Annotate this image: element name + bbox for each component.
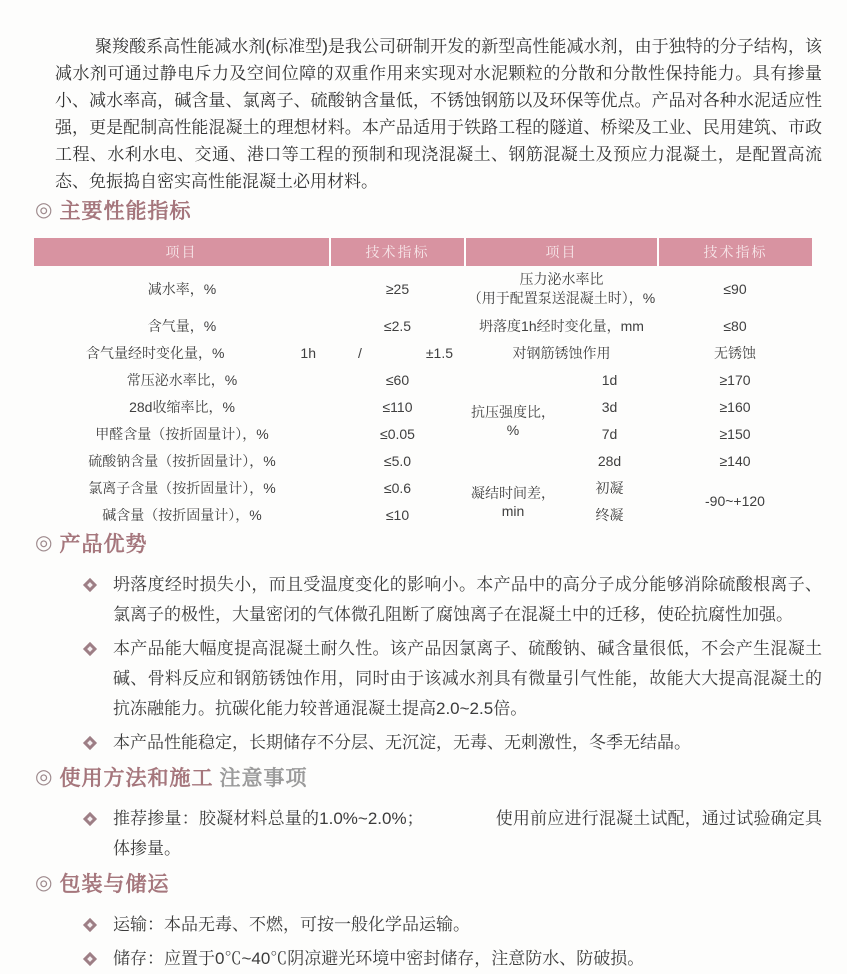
table-cell: 含气量，% [147, 317, 217, 334]
table-cell: ≤10 [385, 506, 410, 523]
section-title-text: 使用方法和施工 [59, 767, 214, 790]
list-item [85, 910, 822, 940]
table-header-row [34, 238, 812, 266]
table-cell: 对钢筋锈蚀作用 [512, 344, 611, 361]
table-cell: 碱含量（按折固量计），% [102, 506, 262, 523]
table-cell: 初凝 [595, 479, 624, 496]
table-cell: ≥170 [719, 371, 751, 388]
ring-bullet-icon: ◎ [35, 532, 54, 554]
table-cell: 28d [597, 452, 622, 469]
list-item [85, 944, 822, 974]
table-cell: 常压泌水率比，% [126, 371, 238, 388]
section-title-text: 包装与储运 [59, 873, 170, 896]
table-cell: ≤60 [385, 371, 410, 388]
table-cell: 3d [601, 398, 618, 415]
diamond-bullet-icon [83, 812, 97, 826]
table-cell: ≤2.5 [383, 317, 412, 334]
table-cell: ≥25 [385, 281, 410, 297]
ring-bullet-icon: ◎ [35, 199, 54, 221]
cell-part: ±1.5 [425, 344, 453, 361]
table-row [34, 266, 812, 312]
table-cell: 凝结时间差，min [471, 485, 555, 519]
diamond-bullet-icon [83, 736, 97, 750]
table-cell: 氯离子含量（按折固量计），% [88, 479, 276, 496]
advantages-list [85, 570, 822, 758]
table-cell: ≥150 [719, 425, 751, 442]
list-item [85, 804, 822, 864]
cell-part: 含气量经时变化量，% [86, 344, 225, 361]
list-item [85, 634, 822, 724]
table-header-cell: 项目 [465, 238, 658, 266]
table-cell: 甲醛含量（按折固量计），% [95, 425, 269, 442]
table-cell: -90~+120 [705, 493, 765, 509]
table-cell: ≤0.6 [383, 479, 412, 496]
diamond-bullet-icon [83, 952, 97, 966]
table-row [34, 366, 812, 393]
document-page [0, 33, 847, 968]
table-cell: ≤80 [723, 317, 747, 334]
packaging-list [85, 910, 822, 974]
table-cell: 无锈蚀 [714, 344, 756, 361]
section-title-text: 主要性能指标 [59, 200, 192, 223]
table-cell: 硫酸钠含量（按折固量计），% [88, 452, 276, 469]
list-item [85, 570, 822, 630]
diamond-bullet-icon [83, 642, 97, 656]
table-cell [34, 339, 330, 366]
table-cell: 终凝 [595, 506, 624, 523]
cell-part: 1h [300, 344, 316, 361]
trial-mix-note: 使用前应进行混凝土试配，通过试验确定具体掺量。 [113, 809, 822, 858]
table-cell: ≥140 [719, 452, 751, 469]
table-row [34, 447, 812, 474]
table-cell: ≤110 [382, 398, 413, 415]
table-cell: ≤90 [723, 281, 747, 297]
usage-list [85, 804, 822, 864]
table-cell: 抗压强度比，% [471, 404, 555, 438]
table-cell: ≤5.0 [383, 452, 412, 469]
table-header-cell: 技术指标 [330, 238, 465, 266]
section-title-advantages [35, 528, 847, 558]
list-item [85, 728, 822, 758]
diamond-bullet-icon [83, 578, 97, 592]
section-title-usage [35, 762, 847, 792]
table-row [34, 312, 812, 339]
ring-bullet-icon: ◎ [35, 766, 54, 788]
storage-text: 储存：应置于0℃~40℃阴凉避光环境中密封储存，注意防水、防破损。 [113, 949, 645, 968]
advantage-text: 本产品能大幅度提高混凝土耐久性。该产品因氯离子、硫酸钠、碱含量很低，不会产生混凝土碱、骨料反应和钢筋锈蚀作用，同时由于该减水剂具有微量引气性能，故能大大提高混凝土的抗冻融能力。抗碳化能力较普通混凝土提高2.0~2.5倍。 [113, 639, 822, 718]
table-row [34, 420, 812, 447]
table-header-cell: 项目 [34, 238, 330, 266]
section-title-performance [35, 195, 847, 225]
table-cell [330, 339, 465, 366]
intro-paragraph: 聚羧酸系高性能减水剂(标准型)是我公司研制开发的新型高性能减水剂，由于独特的分子结构，该减水剂可通过静电斥力及空间位障的双重作用来实现对水泥颗粒的分散和分散性保持能力。具有掺量小、减水率高，碱含量、氯离子、硫酸钠含量低，不锈蚀钢筋以及环保等优点。产品对各种水泥适应性强，更是配制高性能混凝土的理想材料。本产品适用于铁路工程的隧道、桥梁及工业、民用建筑、市政工程、水利水电、交通、港口等工程的预制和现浇混凝土、钢筋混凝土及预应力混凝土，是配置高流态、免振捣自密实高性能混凝土必用材料。 [55, 37, 822, 191]
diamond-bullet-icon [83, 918, 97, 932]
performance-table [34, 238, 812, 528]
advantage-text: 本产品性能稳定，长期储存不分层、无沉淀，无毒、无刺激性，冬季无结晶。 [113, 733, 691, 752]
section-title-text: 产品优势 [59, 533, 148, 556]
table-cell: 28d收缩率比，% [129, 398, 235, 415]
section-title-packaging [35, 868, 847, 898]
table-cell: 减水率，% [147, 281, 217, 297]
section-title-faded-text: 注意事项 [219, 767, 308, 790]
usage-text [113, 804, 822, 864]
dosage-recommendation: 推荐掺量：胶凝材料总量的1.0%~2.0%； [113, 809, 424, 828]
table-cell: 1d [601, 371, 618, 388]
cell-part: / [358, 344, 362, 361]
table-cell: 7d [601, 425, 618, 442]
table-cell: ≤0.05 [380, 425, 415, 442]
ring-bullet-icon: ◎ [35, 872, 54, 894]
transport-text: 运输：本品无毒、不燃，可按一般化学品运输。 [113, 915, 470, 934]
table-row [34, 474, 812, 501]
table-cell: 坍落度1h经时变化量，mm [479, 317, 644, 334]
table-row [34, 339, 812, 366]
table-header-cell: 技术指标 [658, 238, 812, 266]
table-cell: 压力泌水率比 （用于配置泵送混凝土时），% [467, 271, 656, 306]
advantage-text: 坍落度经时损失小，而且受温度变化的影响小。本产品中的高分子成分能够消除硫酸根离子、氯离子的极性，大量密闭的气体微孔阻断了腐蚀离子在混凝土中的迁移，使砼抗腐性加强。 [113, 575, 822, 624]
table-cell: ≥160 [719, 398, 751, 415]
table-row [34, 393, 812, 420]
